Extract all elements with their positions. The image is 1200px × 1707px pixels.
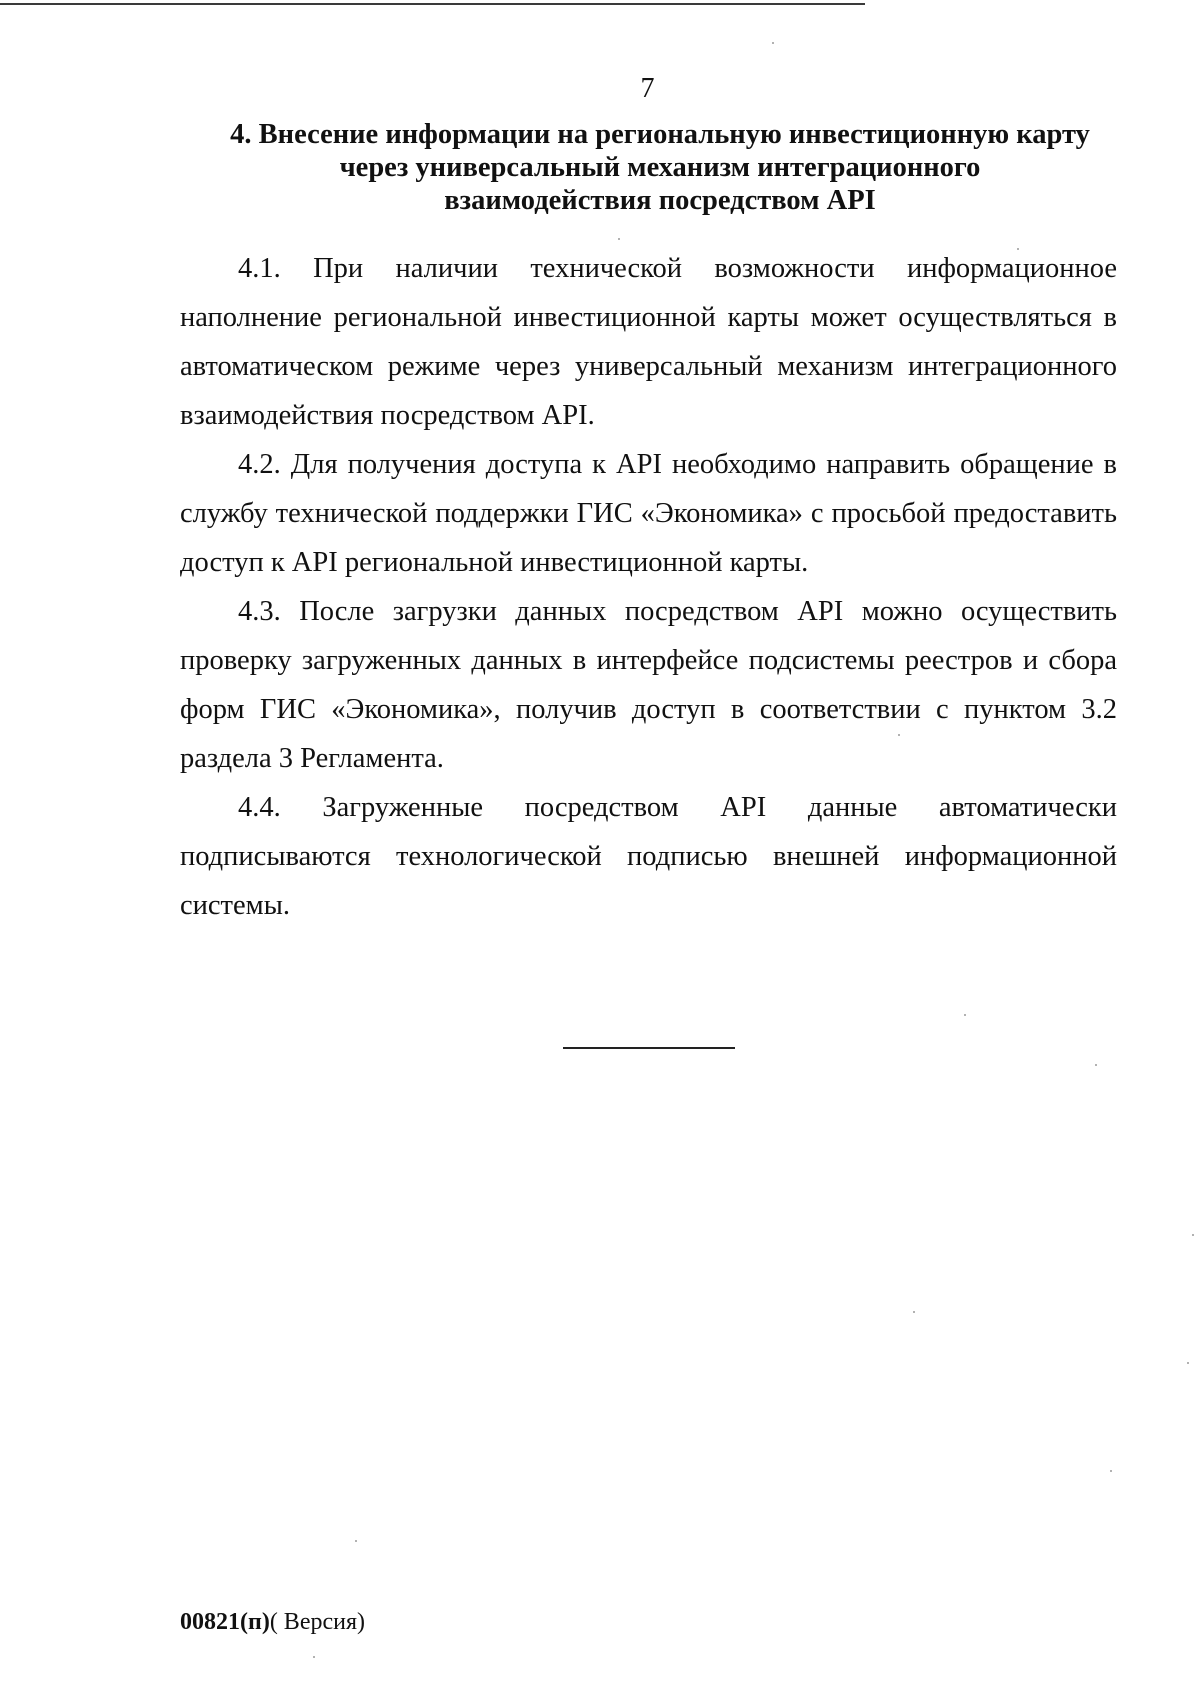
paragraph-4-2: 4.2. Для получения доступа к API необходимо направить обращение в службу технической поддержки ГИС «Экономика» с просьбой предоставить доступ к API региональной инвестиционной карты. <box>180 449 1117 578</box>
section-heading-line: через универсальный механизм интеграционного <box>339 152 981 183</box>
section-body <box>180 244 1117 930</box>
scan-speck <box>1110 1470 1112 1472</box>
scan-speck <box>1192 1234 1194 1236</box>
scan-speck <box>772 42 774 44</box>
paragraph-4-4: 4.4. Загруженные посредством API данные автоматически подписываются технологической подписью внешней информационной системы. <box>180 792 1117 921</box>
scan-speck <box>913 1311 915 1313</box>
document-code-version: ( Версия) <box>269 1609 365 1635</box>
document-code <box>180 1607 365 1637</box>
page-number: 7 <box>640 73 655 104</box>
section-heading-line: 4. Внесение информации на региональную инвестиционную карту <box>230 119 1090 150</box>
scan-speck <box>1095 1064 1097 1066</box>
section-heading <box>180 118 1140 217</box>
scan-speck <box>964 1014 966 1016</box>
scan-speck <box>355 1540 357 1542</box>
scan-speck <box>1187 1362 1189 1364</box>
scan-edge-line <box>0 3 865 5</box>
paragraph-4-3: 4.3. После загрузки данных посредством API можно осуществить проверку загруженных данных в интерфейсе подсистемы реестров и сбора форм ГИС «Экономика», получив доступ в соответствии с пунктом 3.2 раздела 3 Регламента. <box>180 596 1117 774</box>
section-heading-line: взаимодействия посредством API <box>444 185 876 216</box>
end-of-text-rule <box>563 1047 735 1049</box>
paragraph-4-1: 4.1. При наличии технической возможности информационное наполнение региональной инвестиционной карты может осуществляться в автоматическом режиме через универсальный механизм интеграционного взаимодействия посредством API. <box>180 253 1117 431</box>
scan-speck <box>618 238 620 240</box>
document-code-number: 00821(п) <box>180 1609 270 1635</box>
scan-speck <box>313 1656 315 1658</box>
